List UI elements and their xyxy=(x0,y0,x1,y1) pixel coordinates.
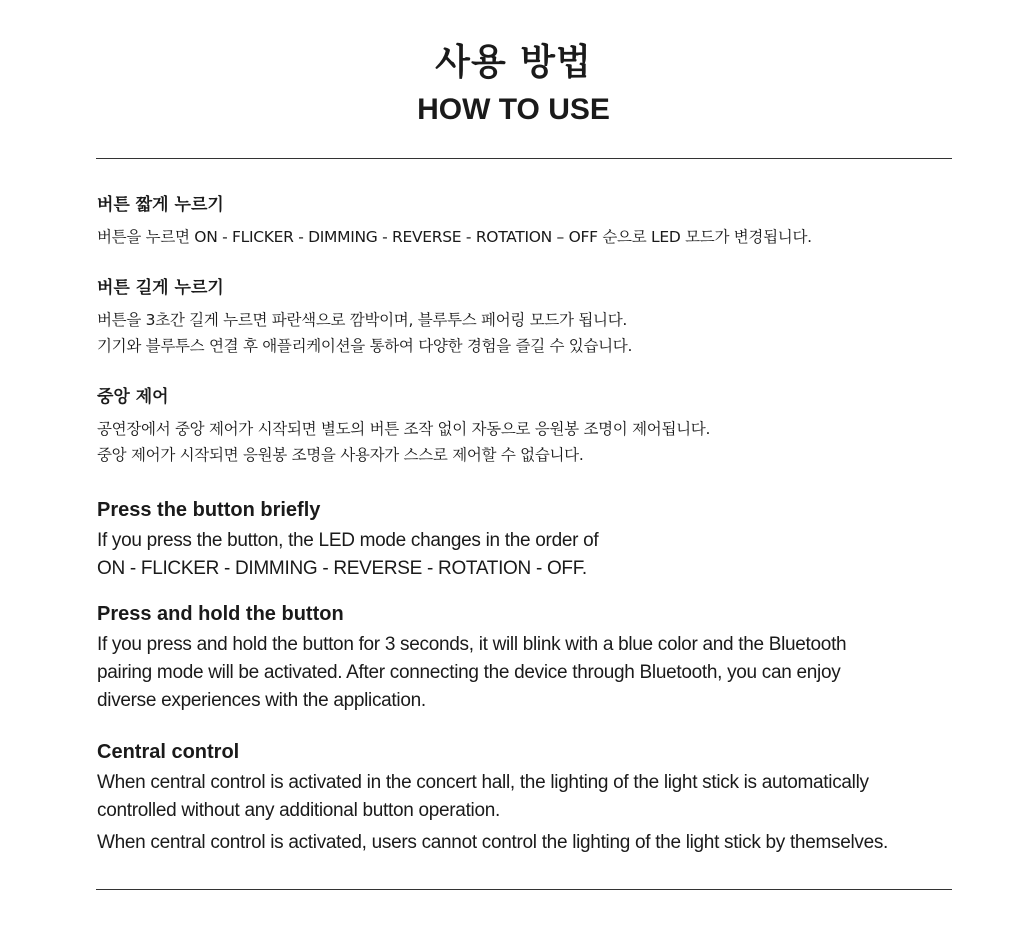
section-text-line: If you press and hold the button for 3 seconds, it will blink with a blue color and the Bluetooth xyxy=(97,634,847,655)
bottom-divider xyxy=(96,889,952,890)
section-ko-press-hold xyxy=(97,276,977,359)
section-text-line: If you press the button, the LED mode changes in the order of xyxy=(97,530,599,551)
section-heading: 중앙 제어 xyxy=(97,387,169,407)
section-text-line: 기기와 블루투스 연결 후 애플리케이션을 통하여 다양한 경험을 즐길 수 있습니다. xyxy=(97,337,633,355)
page-title-korean: 사용 방법 xyxy=(435,42,592,83)
section-text-line: pairing mode will be activated. After connecting the device through Bluetooth, you can enjoy xyxy=(97,662,841,683)
section-heading: 버튼 길게 누르기 xyxy=(97,278,224,298)
section-text-line: 공연장에서 중앙 제어가 시작되면 별도의 버튼 조작 없이 자동으로 응원봉 조명이 제어됩니다. xyxy=(97,420,711,438)
section-text-line: controlled without any additional button operation. xyxy=(97,800,500,821)
section-text-line: ON - FLICKER - DIMMING - REVERSE - ROTATION - OFF. xyxy=(97,558,587,579)
section-text-line: 버튼을 3초간 길게 누르면 파란색으로 깜박이며, 블루투스 페어링 모드가 됩니다. xyxy=(97,311,627,329)
section-heading: 버튼 짧게 누르기 xyxy=(97,195,224,215)
section-text-line: 버튼을 누르면 ON - FLICKER - DIMMING - REVERSE - ROTATION – OFF 순으로 LED 모드가 변경됩니다. xyxy=(97,228,812,246)
section-text-line: diverse experiences with the application. xyxy=(97,690,426,711)
section-ko-press-briefly xyxy=(97,193,977,250)
section-en-press-hold xyxy=(97,601,977,715)
top-divider xyxy=(96,158,952,159)
section-heading: Central control xyxy=(97,741,240,763)
section-en-press-briefly xyxy=(97,497,977,583)
section-text-line: 중앙 제어가 시작되면 응원봉 조명을 사용자가 스스로 제어할 수 없습니다. xyxy=(97,446,584,464)
page-title-english: HOW TO USE xyxy=(417,93,610,126)
section-ko-central-control xyxy=(97,385,977,468)
section-en-central-control xyxy=(97,739,977,857)
section-heading: Press the button briefly xyxy=(97,499,321,521)
section-text-line: When central control is activated, users cannot control the lighting of the light stick by themselves. xyxy=(97,832,889,853)
section-heading: Press and hold the button xyxy=(97,603,344,625)
section-text-line: When central control is activated in the concert hall, the lighting of the light stick is automatically xyxy=(97,772,869,793)
